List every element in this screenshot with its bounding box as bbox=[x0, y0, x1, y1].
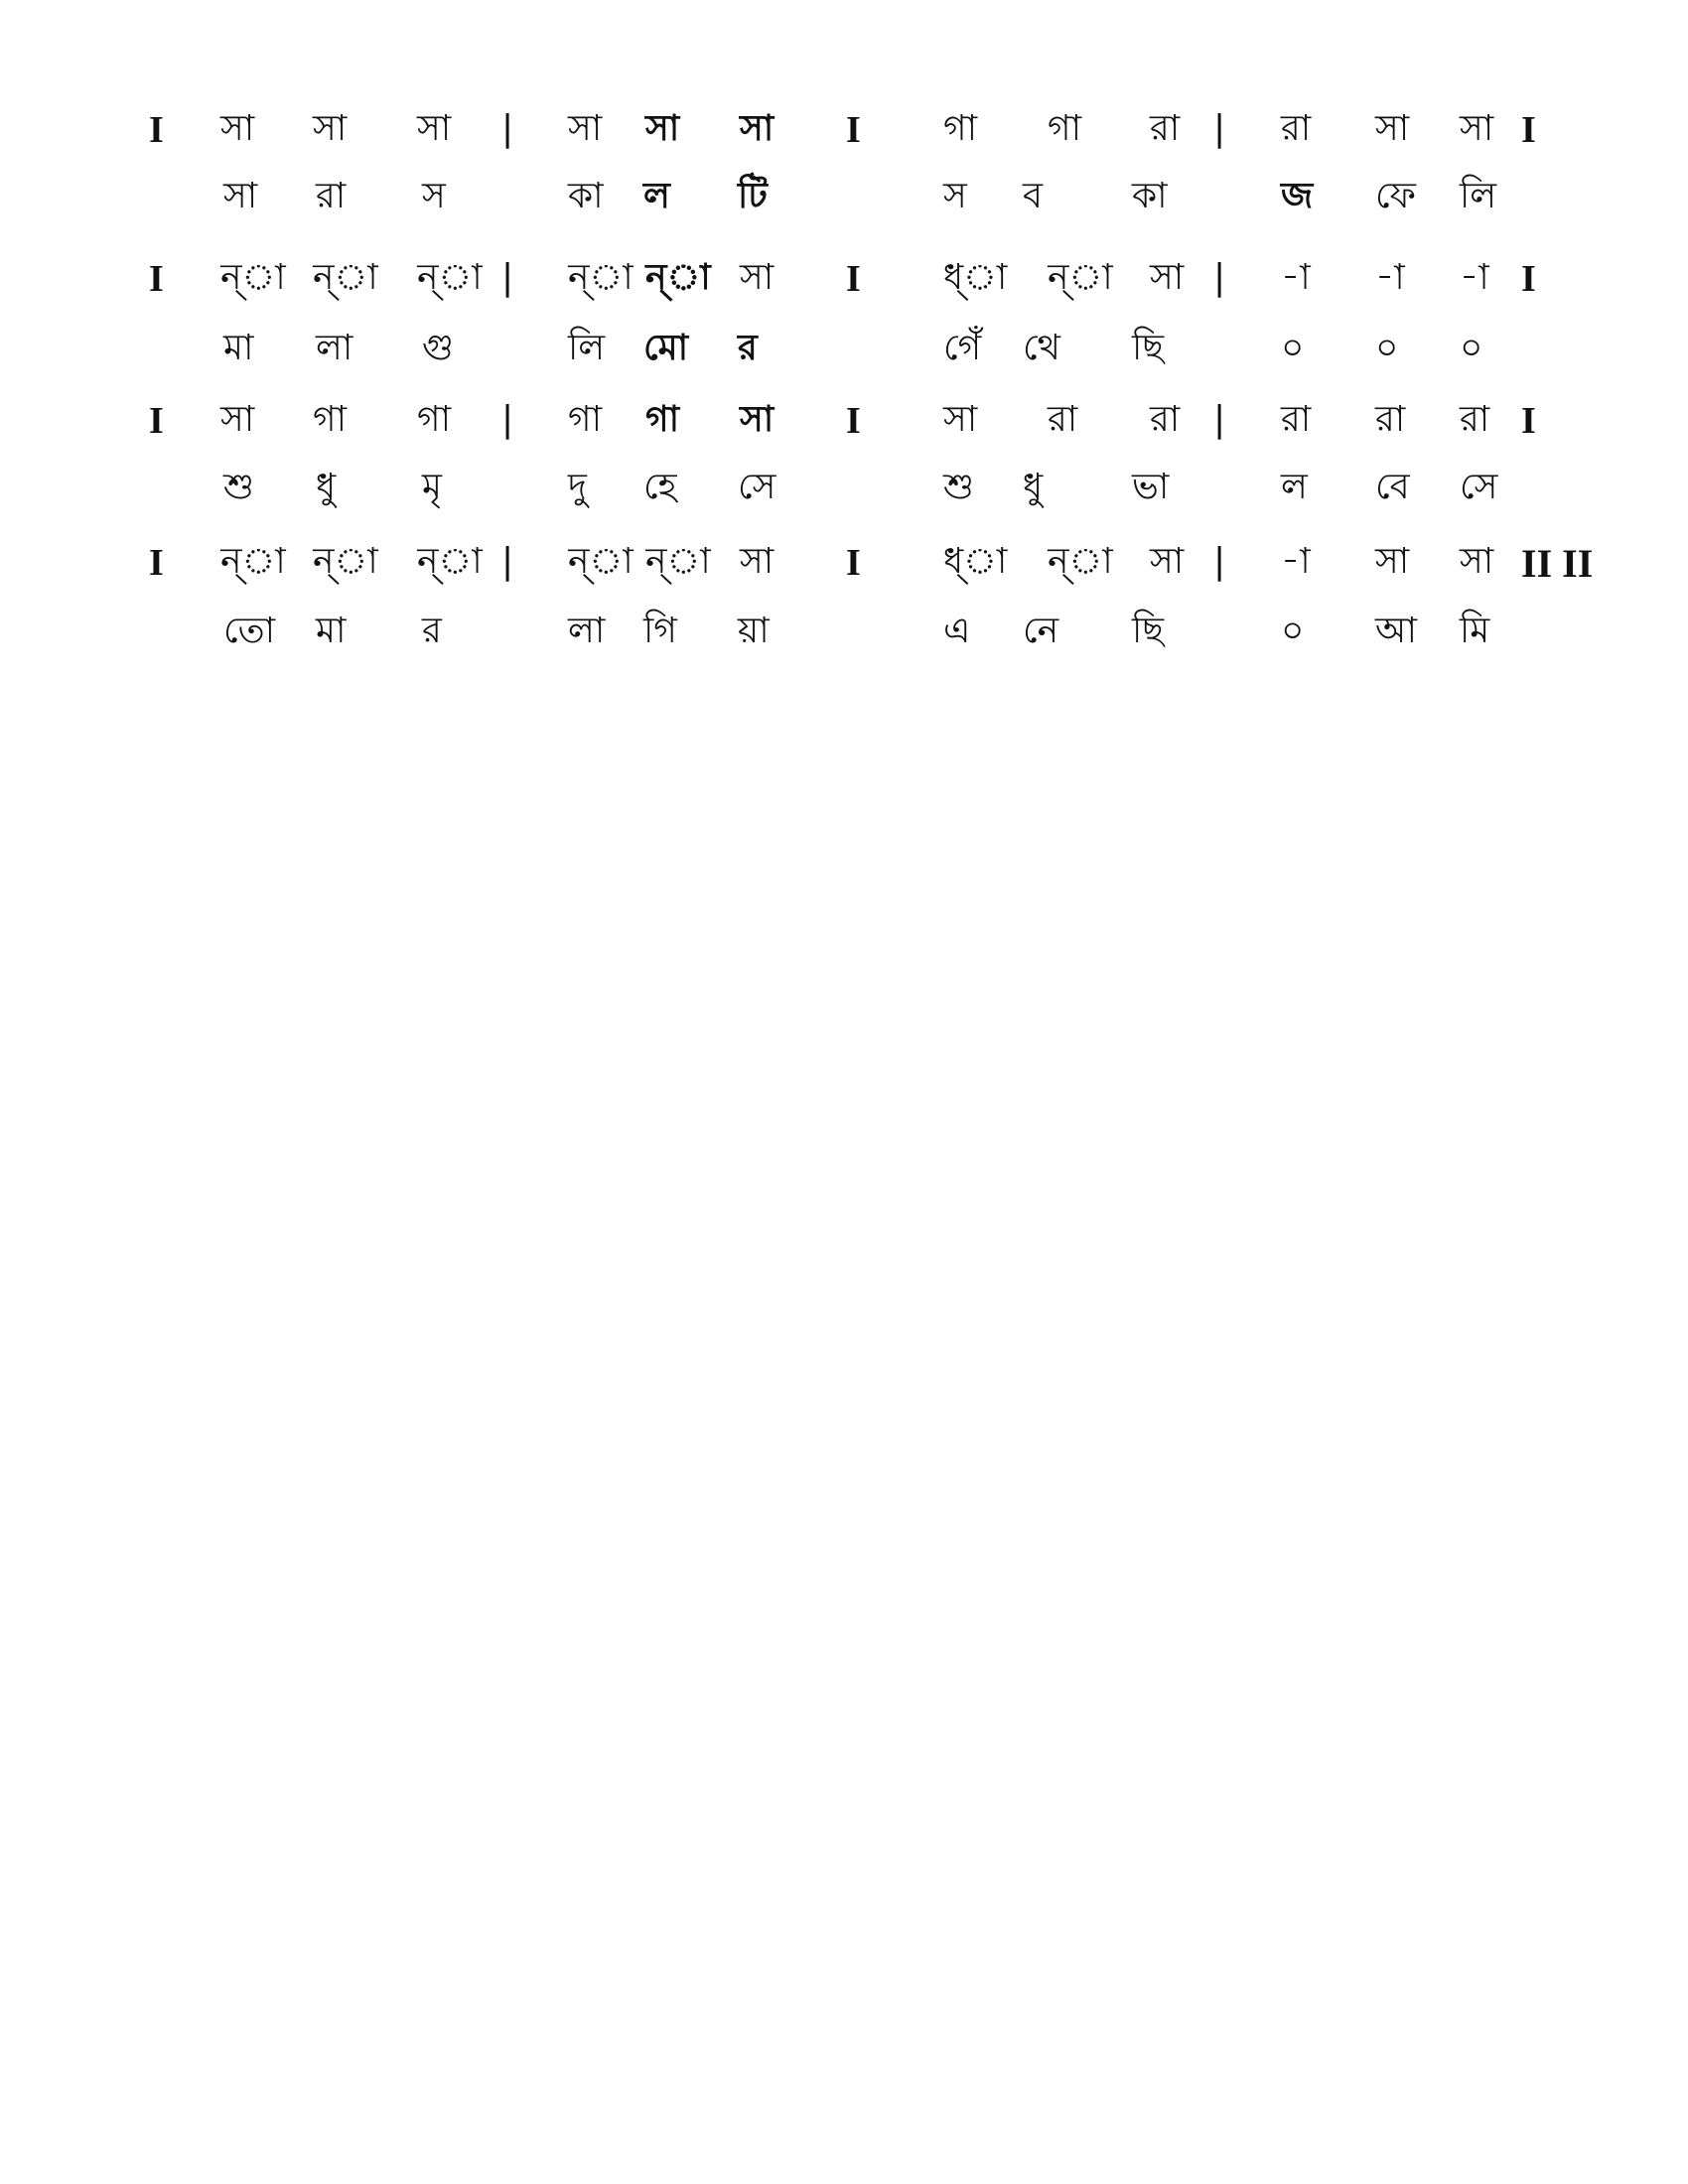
lyric-syllable: ০ bbox=[1281, 611, 1305, 651]
lyric-syllable: স bbox=[943, 176, 967, 216]
note: গা bbox=[313, 399, 348, 440]
lyric-syllable: বে bbox=[1375, 467, 1410, 507]
bar-line: I bbox=[1521, 258, 1536, 300]
beat-divider: | bbox=[1213, 541, 1226, 582]
lyric-syllable: থে bbox=[1023, 328, 1060, 368]
note: সা bbox=[740, 541, 774, 582]
bar-line: I bbox=[149, 109, 164, 151]
lyric-syllable: য়া bbox=[738, 611, 770, 651]
note: ন্া bbox=[313, 541, 378, 582]
note: -া bbox=[1460, 257, 1489, 298]
note: ন্া bbox=[568, 541, 633, 582]
note: ধ্া bbox=[943, 541, 1008, 582]
lyric-syllable: মা bbox=[316, 611, 347, 651]
lyric-syllable: লা bbox=[316, 328, 353, 368]
lyric-syllable: ল bbox=[643, 176, 670, 216]
beat-divider: | bbox=[501, 108, 514, 149]
lyric-syllable: সা bbox=[223, 176, 258, 216]
note: ন্া bbox=[417, 541, 483, 582]
note: সা bbox=[313, 108, 348, 149]
note: ন্া bbox=[220, 257, 286, 298]
lyric-syllable: লি bbox=[568, 328, 606, 368]
note: ন্া bbox=[645, 541, 711, 582]
bar-line: I bbox=[846, 400, 861, 442]
note: গা bbox=[417, 399, 452, 440]
lyric-syllable: ০ bbox=[1375, 328, 1399, 368]
lyric-syllable: ব bbox=[1023, 176, 1044, 216]
lyric-syllable: গু bbox=[422, 328, 454, 368]
note: সা bbox=[645, 108, 680, 149]
note: সা bbox=[220, 108, 255, 149]
note: রা bbox=[1281, 399, 1312, 440]
note: সা bbox=[1150, 541, 1185, 582]
lyric-syllable: জ bbox=[1281, 176, 1314, 216]
lyric-syllable: শু bbox=[943, 467, 974, 507]
lyric-syllable: গেঁ bbox=[943, 328, 982, 368]
lyric-syllable: ধু bbox=[316, 467, 337, 507]
beat-divider: | bbox=[501, 541, 514, 582]
note: সা bbox=[1460, 541, 1494, 582]
lyric-syllable: মি bbox=[1460, 611, 1490, 651]
note: রা bbox=[1150, 108, 1181, 149]
note: ধ্া bbox=[943, 257, 1008, 298]
note: রা bbox=[1150, 399, 1181, 440]
note: -া bbox=[1375, 257, 1405, 298]
beat-divider: | bbox=[1213, 108, 1226, 149]
lyric-syllable: ০ bbox=[1460, 328, 1483, 368]
note: -া bbox=[1281, 541, 1311, 582]
end-bar-line: II II bbox=[1521, 541, 1594, 586]
lyric-syllable: মৃ bbox=[422, 467, 442, 507]
lyric-syllable: মো bbox=[643, 328, 689, 368]
bar-line: I bbox=[1521, 109, 1536, 151]
beat-divider: | bbox=[1213, 257, 1226, 298]
lyric-syllable: এ bbox=[943, 611, 971, 651]
note: সা bbox=[1150, 257, 1185, 298]
note: সা bbox=[1375, 108, 1410, 149]
lyric-syllable: ফে bbox=[1375, 176, 1416, 216]
bar-line: I bbox=[149, 400, 164, 442]
lyric-syllable: গি bbox=[643, 611, 677, 651]
note: গা bbox=[645, 399, 680, 440]
note: রা bbox=[1281, 108, 1312, 149]
lyric-syllable: হে bbox=[643, 467, 677, 507]
bar-line: I bbox=[846, 258, 861, 300]
lyric-syllable: ০ bbox=[1281, 328, 1305, 368]
bar-line: I bbox=[149, 542, 164, 584]
note: রা bbox=[1048, 399, 1078, 440]
note: রা bbox=[1460, 399, 1490, 440]
note: ন্া bbox=[417, 257, 483, 298]
note: সা bbox=[417, 108, 452, 149]
lyric-syllable: স bbox=[422, 176, 446, 216]
beat-divider: | bbox=[501, 399, 514, 440]
note: ন্া bbox=[1048, 257, 1113, 298]
lyric-syllable: লি bbox=[1460, 176, 1497, 216]
note: সা bbox=[740, 399, 774, 440]
lyric-syllable: নে bbox=[1023, 611, 1059, 651]
lyric-syllable: সে bbox=[1460, 467, 1498, 507]
lyric-syllable: সে bbox=[738, 467, 776, 507]
note: সা bbox=[568, 108, 603, 149]
note: সা bbox=[740, 257, 774, 298]
lyric-syllable: শু bbox=[223, 467, 254, 507]
lyric-syllable: লা bbox=[568, 611, 606, 651]
lyric-syllable: ল bbox=[1281, 467, 1308, 507]
note: সা bbox=[1375, 541, 1410, 582]
note: গা bbox=[943, 108, 978, 149]
lyric-syllable: ছি bbox=[1132, 328, 1165, 368]
lyric-syllable: মা bbox=[223, 328, 254, 368]
note: ন্া bbox=[645, 257, 711, 298]
beat-divider: | bbox=[1213, 399, 1226, 440]
note: গা bbox=[1048, 108, 1082, 149]
bar-line: I bbox=[149, 258, 164, 300]
beat-divider: | bbox=[501, 257, 514, 298]
lyric-syllable: র bbox=[738, 328, 758, 368]
note: সা bbox=[740, 108, 774, 149]
lyric-syllable: কা bbox=[568, 176, 604, 216]
lyric-syllable: ভা bbox=[1132, 467, 1170, 507]
lyric-syllable: আ bbox=[1375, 611, 1417, 651]
note: ন্া bbox=[220, 541, 286, 582]
note: ন্া bbox=[1048, 541, 1113, 582]
note: সা bbox=[1460, 108, 1494, 149]
note: গা bbox=[568, 399, 603, 440]
note: ন্া bbox=[313, 257, 378, 298]
bar-line: I bbox=[846, 542, 861, 584]
note: সা bbox=[943, 399, 978, 440]
lyric-syllable: ছি bbox=[1132, 611, 1165, 651]
note: সা bbox=[220, 399, 255, 440]
lyric-syllable: রা bbox=[316, 176, 347, 216]
bar-line: I bbox=[846, 109, 861, 151]
lyric-syllable: ধু bbox=[1023, 467, 1044, 507]
note: ন্া bbox=[568, 257, 633, 298]
lyric-syllable: র bbox=[422, 611, 442, 651]
lyric-syllable: তো bbox=[223, 611, 276, 651]
lyric-syllable: কা bbox=[1132, 176, 1168, 216]
lyric-syllable: টি bbox=[738, 176, 768, 216]
note: রা bbox=[1375, 399, 1406, 440]
bar-line: I bbox=[1521, 400, 1536, 442]
lyric-syllable: দু bbox=[568, 467, 587, 507]
note: -া bbox=[1281, 257, 1311, 298]
